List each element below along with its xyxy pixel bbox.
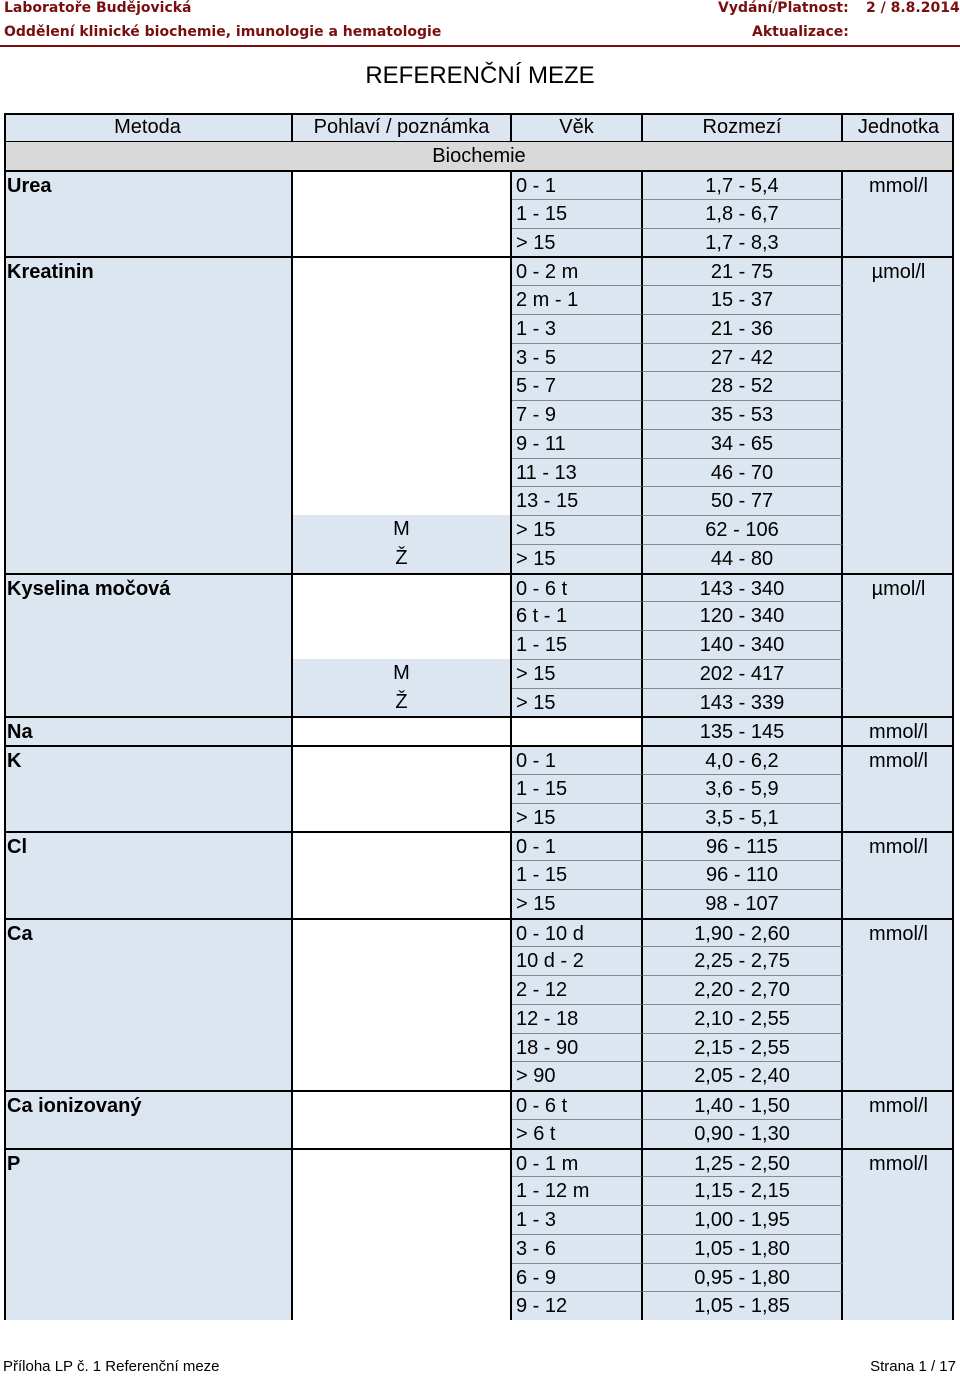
column-header-range: Rozmezí [643,113,843,142]
range-cell: 3,6 - 5,9 [643,774,843,803]
range-cell: 44 - 80 [643,544,843,573]
issue-value: 2 / 8.8.2014 [866,0,960,16]
sex-cell [293,573,512,602]
sex-cell [293,343,512,372]
sex-cell [293,1205,512,1234]
method-cell: Urea [4,170,293,256]
range-cell: 27 - 42 [643,343,843,372]
age-cell: > 15 [512,544,643,573]
age-cell: > 15 [512,688,643,717]
age-cell: 9 - 12 [512,1291,643,1320]
age-cell: 0 - 1 [512,745,643,774]
range-cell: 1,8 - 6,7 [643,199,843,228]
range-cell: 2,10 - 2,55 [643,1004,843,1033]
age-cell: 18 - 90 [512,1033,643,1062]
range-cell: 1,15 - 2,15 [643,1176,843,1205]
age-cell: > 15 [512,803,643,832]
age-cell: 10 d - 2 [512,946,643,975]
age-cell: 0 - 10 d [512,918,643,947]
sex-cell [293,486,512,515]
unit-cell: mmol/l [843,716,954,745]
range-cell: 0,95 - 1,80 [643,1263,843,1292]
sex-cell [293,400,512,429]
range-cell: 35 - 53 [643,400,843,429]
range-cell: 3,5 - 5,1 [643,803,843,832]
sex-cell [293,601,512,630]
sex-cell [293,716,512,745]
sex-cell [293,256,512,285]
sex-cell: M [293,659,512,688]
age-cell: 0 - 1 [512,831,643,860]
age-cell: 6 t - 1 [512,601,643,630]
age-cell: 1 - 15 [512,774,643,803]
age-cell: 1 - 3 [512,314,643,343]
sex-cell [293,314,512,343]
sex-cell [293,1061,512,1090]
age-cell: 6 - 9 [512,1263,643,1292]
sex-cell [293,170,512,199]
sex-cell [293,228,512,257]
range-cell: 96 - 110 [643,860,843,889]
footer-left: Příloha LP č. 1 Referenční meze [3,1358,220,1375]
header-rule [0,45,960,47]
unit-cell: µmol/l [843,573,954,717]
age-cell: 13 - 15 [512,486,643,515]
unit-cell: mmol/l [843,1090,954,1148]
unit-cell: mmol/l [843,170,954,256]
sex-cell [293,1004,512,1033]
sex-cell [293,285,512,314]
unit-cell: mmol/l [843,831,954,917]
age-cell: 0 - 6 t [512,1090,643,1119]
range-cell: 140 - 340 [643,630,843,659]
range-cell: 1,05 - 1,80 [643,1234,843,1263]
sex-cell [293,199,512,228]
age-cell: 0 - 1 m [512,1148,643,1177]
age-cell: > 90 [512,1061,643,1090]
page-title: REFERENČNÍ MEZE [365,62,595,89]
age-cell: > 15 [512,515,643,544]
sex-cell: Ž [293,688,512,717]
range-cell: 1,25 - 2,50 [643,1148,843,1177]
sex-cell [293,975,512,1004]
range-cell: 1,40 - 1,50 [643,1090,843,1119]
range-cell: 21 - 36 [643,314,843,343]
age-cell: 1 - 3 [512,1205,643,1234]
range-cell: 202 - 417 [643,659,843,688]
age-cell: 11 - 13 [512,458,643,487]
sex-cell [293,831,512,860]
age-cell: 5 - 7 [512,371,643,400]
age-cell: 9 - 11 [512,429,643,458]
range-cell: 2,25 - 2,75 [643,946,843,975]
method-cell: Na [4,716,293,745]
range-cell: 15 - 37 [643,285,843,314]
range-cell: 1,05 - 1,85 [643,1291,843,1320]
sex-cell [293,745,512,774]
sex-cell [293,1263,512,1292]
unit-cell: µmol/l [843,256,954,572]
range-cell: 96 - 115 [643,831,843,860]
issue-label: Vydání/Platnost: [718,0,849,16]
age-cell: > 6 t [512,1119,643,1148]
sex-cell [293,860,512,889]
age-cell: > 15 [512,889,643,918]
age-cell: 0 - 6 t [512,573,643,602]
range-cell: 1,90 - 2,60 [643,918,843,947]
unit-cell: mmol/l [843,1148,954,1321]
age-cell: 0 - 1 [512,170,643,199]
sex-cell [293,429,512,458]
sex-cell: Ž [293,544,512,573]
range-cell: 28 - 52 [643,371,843,400]
range-cell: 2,15 - 2,55 [643,1033,843,1062]
sex-cell [293,889,512,918]
range-cell: 2,20 - 2,70 [643,975,843,1004]
sex-cell [293,458,512,487]
age-cell: 1 - 15 [512,199,643,228]
age-cell: 1 - 15 [512,860,643,889]
sex-cell [293,1090,512,1119]
method-cell: Kreatinin [4,256,293,572]
sex-cell [293,1234,512,1263]
age-cell: 3 - 6 [512,1234,643,1263]
range-cell: 34 - 65 [643,429,843,458]
range-cell: 1,00 - 1,95 [643,1205,843,1234]
column-header-unit: Jednotka [843,113,954,142]
range-cell: 120 - 340 [643,601,843,630]
age-cell: 3 - 5 [512,343,643,372]
section-biochemie: Biochemie [4,142,954,170]
range-cell: 62 - 106 [643,515,843,544]
range-cell: 1,7 - 8,3 [643,228,843,257]
range-cell: 21 - 75 [643,256,843,285]
sex-cell [293,803,512,832]
unit-cell: mmol/l [843,745,954,831]
footer-right: Strana 1 / 17 [870,1358,956,1375]
method-cell: Kyselina močová [4,573,293,717]
sex-cell [293,1148,512,1177]
range-cell: 50 - 77 [643,486,843,515]
update-label: Aktualizace: [752,24,849,40]
department-name: Oddělení klinické biochemie, imunologie a hematologie [4,24,442,40]
age-cell: > 15 [512,659,643,688]
unit-cell: mmol/l [843,918,954,1091]
column-header-age: Věk [512,113,643,142]
range-cell: 135 - 145 [643,716,843,745]
range-cell: 98 - 107 [643,889,843,918]
age-cell: 2 m - 1 [512,285,643,314]
method-cell: Ca ionizovaný [4,1090,293,1148]
sex-cell: M [293,515,512,544]
range-cell: 1,7 - 5,4 [643,170,843,199]
method-cell: Cl [4,831,293,917]
sex-cell [293,1176,512,1205]
range-cell: 2,05 - 2,40 [643,1061,843,1090]
age-cell: 1 - 12 m [512,1176,643,1205]
column-header-sex: Pohlaví / poznámka [293,113,512,142]
method-cell: Ca [4,918,293,1091]
age-cell: > 15 [512,228,643,257]
lab-name: Laboratoře Budějovická [4,0,192,16]
sex-cell [293,774,512,803]
sex-cell [293,1119,512,1148]
range-cell: 143 - 340 [643,573,843,602]
sex-cell [293,918,512,947]
age-cell: 7 - 9 [512,400,643,429]
age-cell: 0 - 2 m [512,256,643,285]
range-cell: 143 - 339 [643,688,843,717]
method-cell: P [4,1148,293,1321]
column-header-method: Metoda [4,113,293,142]
age-cell: 1 - 15 [512,630,643,659]
sex-cell [293,371,512,400]
sex-cell [293,1033,512,1062]
reference-table [4,113,954,1320]
age-cell: 12 - 18 [512,1004,643,1033]
sex-cell [293,946,512,975]
sex-cell [293,1291,512,1320]
method-cell: K [4,745,293,831]
age-cell [512,716,643,745]
range-cell: 46 - 70 [643,458,843,487]
range-cell: 4,0 - 6,2 [643,745,843,774]
sex-cell [293,630,512,659]
range-cell: 0,90 - 1,30 [643,1119,843,1148]
age-cell: 2 - 12 [512,975,643,1004]
